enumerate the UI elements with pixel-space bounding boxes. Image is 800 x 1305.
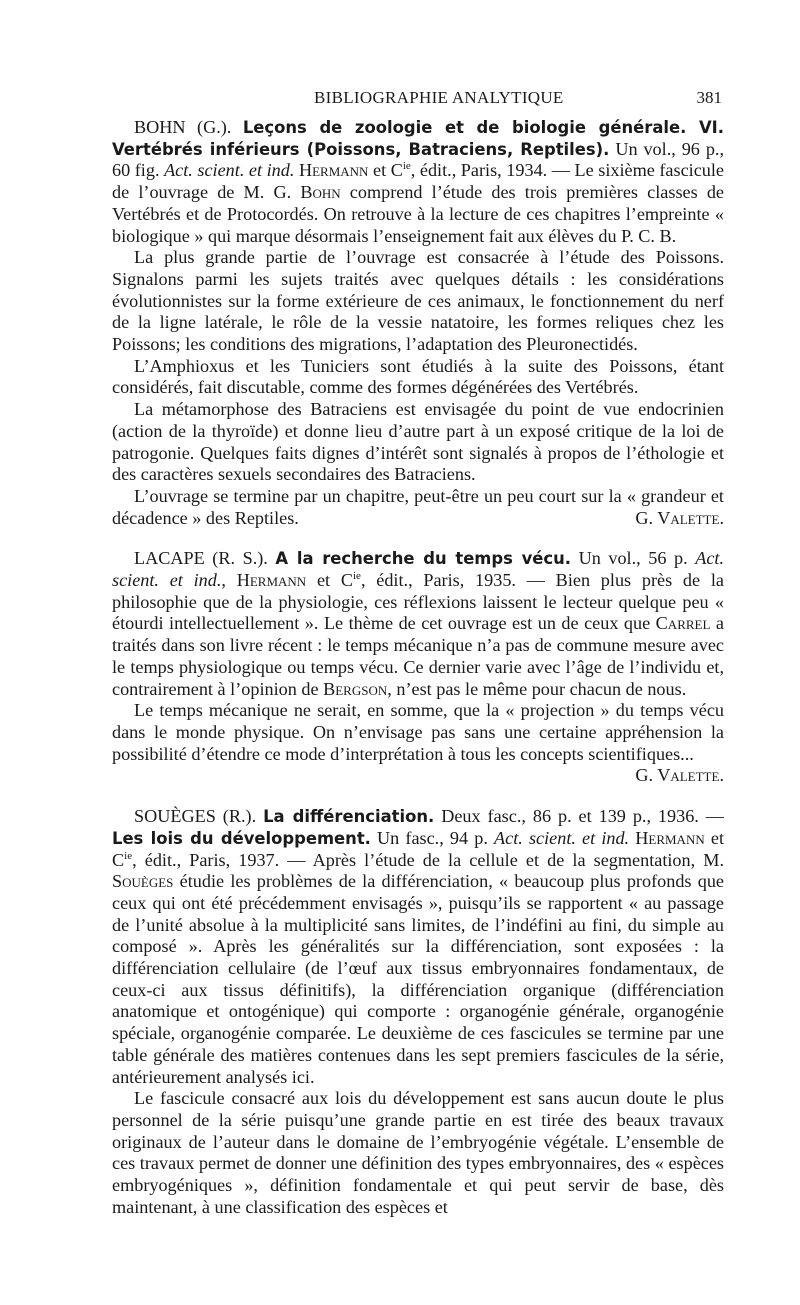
entry-title: La différenciation. <box>263 807 435 827</box>
reviewer-signature: G. Valette. <box>635 507 724 528</box>
entry-biblio-part: , édit., Paris, 1934. — Le sixième fascicule de l’ouvrage de M. G. <box>112 160 724 203</box>
entry-series: Act. scient. et ind. <box>112 548 725 591</box>
entry-text: a traités dans son livre récent : le temps mécanique n’a pas de commune mesure avec le temps physiologique ou temps vécu. Ce dernier varie avec l’âge de l’individu et, contrairement à l’opinion de <box>112 613 724 699</box>
entry-series: Act. scient. et ind. <box>494 827 630 848</box>
entry-lead-paragraph <box>112 806 724 1088</box>
entry-lead-paragraph <box>112 117 724 247</box>
entry-text: comprend l’étude des trois premières classes de Vertébrés et de Protocordés. On retrouve à la lecture de ces chapitres l’empreinte « biologique » qui marque désormais l’enseignement fait aux élèves du P. C. B. <box>112 182 725 246</box>
entry-publisher: Hermann <box>298 160 369 181</box>
entry-paragraph-text: Le temps mécanique ne serait, en somme, que la « projection » du temps vécu dans le monde physique. On n’envisage pas sans une certaine appréhension la possibilité d’étendre ce mode d’interprétation à tous les concepts scientifiques... <box>112 700 724 764</box>
entry-biblio: Un vol., 96 p., 60 fig. <box>112 138 725 181</box>
running-title: BIBLIOGRAPHIE ANALYTIQUE <box>314 88 564 107</box>
review-entry-lacape <box>112 548 724 787</box>
entry-biblio-part: et C <box>368 160 403 181</box>
entry-publisher: Hermann <box>635 827 705 848</box>
entry-superscript: ie <box>352 570 361 582</box>
entry-paragraph: Le fascicule consacré aux lois du développement est sans aucun doute le plus personnel de la série puisqu’une grande partie en est tirée des beaux travaux originaux de l’auteur dans le domaine de l’embryogénie végétale. L’ensemble de ces travaux permet de donner une définition des types embryonnaires, des « espèces embryogéniques », définition fondamentale et qui peut servir de base, dès maintenant, à une classification des espèces et <box>112 1088 724 1217</box>
entry-paragraph: L’Amphioxus et les Tuniciers sont étudiés à la suite des Poissons, étant considérés, fait discutable, comme des formes dégénérées des Vertébrés. <box>112 355 724 398</box>
page-header <box>112 88 722 112</box>
entry-paragraph: La métamorphose des Batraciens est envisagée du point de vue endocrinien (action de la thyroïde) et donne lieu d’autre part à un exposé critique de la loi de patrogonie. Quelques faits dignes d’intérêt sont signalés à propos de l’éthologie et des caractères sexuels secondaires des Batraciens. <box>112 399 724 485</box>
entry-author: LACAPE (R. S.). <box>134 548 268 569</box>
entry-text: , n’est pas le même pour chacun de nous. <box>387 678 687 699</box>
entry-name-ref: Souèges <box>112 871 174 892</box>
entry-text: étudie les problèmes de la différenciation, « beaucoup plus profonds que ceux qui ont été précédemment envisagés », puisqu’ils se rapportent « au passage de l’unité absolue à la multiplicité sans limites, de l’indéfini au fini, du simple au composé ». Après les généralités sur la différenciation, sont exposées : la différenciation cellulaire (de l’œuf aux tissus embryonnaires fondamentaux, de ceux-ci aux tissus définitifs), la différenciation organique (différenciation anatomique et ontogénique) qui comporte : organogénie générale, organogénie spéciale, organogénie comparée. Le deuxième de ces fascicules se termine par une table générale des matières contenues dans les sept premiers fascicules de la série, antérieurement analysés ici. <box>112 871 724 1087</box>
entry-name-ref: Bohn <box>300 182 341 203</box>
entry-publisher: Hermann <box>236 570 307 591</box>
entry-biblio-part: et C <box>306 570 353 591</box>
entry-name-ref: Bergson <box>323 678 388 699</box>
review-entry-soueges <box>112 806 724 1218</box>
entry-biblio: Un vol., 56 p. <box>578 548 688 569</box>
entry-paragraph-last <box>112 486 724 529</box>
entry-biblio: Un fasc., 94 p. <box>370 827 488 848</box>
entry-paragraph: La plus grande partie de l’ouvrage est consacrée à l’étude des Poissons. Signalons parmi les sujets traités avec quelques détails : les considérations évolutionnistes sur la forme extérieure de ces animaux, le fonctionnement du nerf de la ligne latérale, le rôle de la vessie natatoire, les formes reliques chez les Poissons; les conditions des migrations, l’adaptation des Pleuronectidés. <box>112 247 724 355</box>
entry-author: SOUÈGES (R.). <box>134 806 257 827</box>
page-number: 381 <box>696 88 722 107</box>
entry-name-ref: Carrel <box>655 613 711 634</box>
entry-title-2: Les lois du développement. <box>112 828 371 848</box>
entry-superscript: ie <box>124 849 133 862</box>
entry-series: Act. scient. et ind. <box>164 160 295 181</box>
entry-author: BOHN (G.). <box>134 117 232 137</box>
entry-paragraph-last <box>112 700 724 787</box>
entry-lead-paragraph: LACAPE (R. S.). A la recherche du temps vécu. Un vol., 56 p. Act. scient. et ind., Hermann et $C^{ie}$, édit., Paris, 1935. — Bien plus près de la philosophie que de la physiologie, ces réflexions laissent le lecteur quelque peu « étourdi intellectuellement ». Le thème de cet ouvrage est un de ceux que Carrel a traités dans son livre récent : le temps mécanique n’a pas de commune mesure avec le temps physiologique ou temps vécu. Ce dernier varie avec l’âge de l’individu et, contrairement à l’opinion de Bergson, n’est pas le même pour chacun de nous. <box>112 548 725 699</box>
entry-superscript: ie <box>402 160 411 173</box>
entry-title: Leçons de zoologie et de biologie générale. VI. Vertébrés inférieurs (Poissons, Batraciens, Reptiles). <box>112 118 725 159</box>
entry-biblio-part: et C <box>112 827 724 870</box>
entry-title: A la recherche du temps vécu. <box>275 549 572 569</box>
page-body <box>112 117 724 1218</box>
review-entry-bohn <box>112 117 724 529</box>
entry-paragraph-text: L’ouvrage se termine par un chapitre, peut-être un peu court sur la « grandeur et décadence » des Reptiles. <box>112 485 724 528</box>
entry-biblio-part: , édit., Paris, 1935. — Bien plus près de la philosophie que de la physiologie, ces réflexions laissent le lecteur quelque peu « étourdi intellectuellement ». Le thème de cet ouvrage est un de ceux que <box>112 570 724 634</box>
entry-biblio: Deux fasc., 86 p. et 139 p., 1936. — <box>441 806 724 827</box>
entry-biblio-part: , édit., Paris, 1937. — Après l’étude de la cellule et de la segmentation, M. <box>132 849 724 870</box>
reviewer-signature: G. Valette. <box>635 765 724 786</box>
